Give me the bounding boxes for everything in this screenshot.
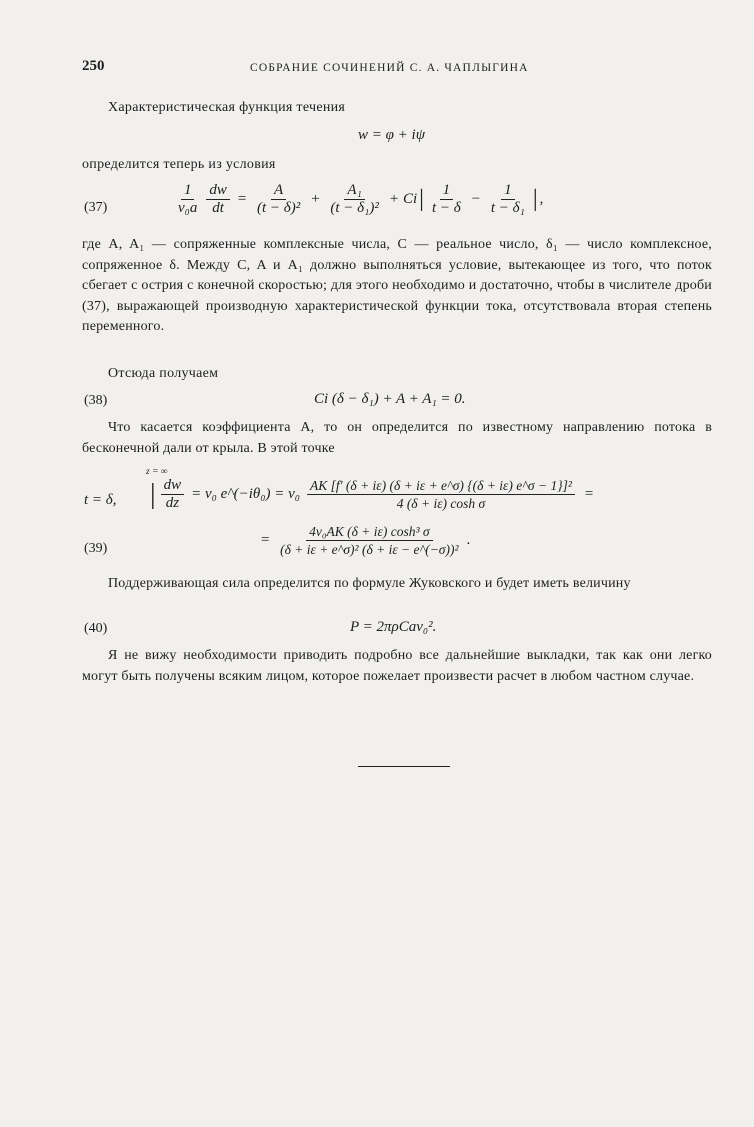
equation-39-line1: | $\frac{dw}{dz}$ = v₀ e^(−iθ₀) = v₀ $\frac{\text{AK [f′ (δ + iε) (δ + iε + e\textasciicircum{}σ) \{(δ + iε) e\textasciicircum{}σ − 1\}]²}}{\text{4 (δ + iε) cosh σ}}$ = (150, 477, 595, 511)
eq39-fraction-second: $\frac{\text{4v₀AK (δ + iε) cosh³ σ}}{\text{(δ + iε + e\textasciicircum{}σ)² (δ + iε − e\textasciicircum{}(−σ))²}}$ (280, 524, 459, 557)
eq37-ci: Ci (402, 191, 418, 207)
eq37-fraction-lhs: $\frac{1}{\text{v₀a}}$ (178, 182, 198, 216)
eq37-fraction-3: $\frac{1}{t - \delta}$ (431, 182, 461, 216)
intro-line: Характеристическая функция течения (108, 100, 346, 115)
eq39-fraction-main: $\frac{\text{AK [f′ (δ + iε) (δ + iε + e\textasciicircum{}σ) \{(δ + iε) e\textasciicircum{}σ − 1\}]²}}{\text{4 (δ + iε) cosh σ}}$ (307, 478, 575, 511)
eq37-fraction-a1: $\frac{\text{A₁}}{\text{(t − δ₁)²}}$ (330, 182, 379, 216)
page-number: 250 (82, 58, 105, 74)
equation-w: w = φ + iψ (358, 127, 426, 143)
equation-37: $\frac{1}{\text{v₀a}}$ $\frac{dw}{dt}$ = $\frac{A}{\text{(t − δ)²}}$ + $\frac{\text{A₁}}{\text{(t − δ₁)²}}$ + Ci | $\frac{1}{t - \delta}$ − $\frac{1}{\text{t − δ₁}}$ | , (172, 183, 543, 216)
paragraph-coefficient: Что касается коэффициента A, то он определится по известному направлению потока в бесконечной дали от крыла. В этой точке (82, 420, 712, 456)
eq37-fraction-a: $\frac{A}{\text{(t − δ)²}}$ (257, 182, 301, 216)
eq39-middle: = v₀ e^(−iθ₀) = v₀ (191, 486, 300, 502)
paragraph-conclusion: Я не вижу необходимости приводить подробно все дальнейшие выкладки, так как они легко могут быть получены всяким лицом, которое пожелает произвести расчет в любом частном случае. (82, 648, 712, 684)
defined-line: определится теперь из условия (82, 157, 276, 172)
equation-37-label: (37) (84, 200, 108, 215)
eq39-limit-label: z = ∞ (146, 467, 168, 477)
eq37-fraction-4: $\frac{1}{\text{t − δ₁}}$ (490, 182, 525, 216)
eq39-fraction-dw: $\frac{dw}{dz}$ (161, 478, 185, 511)
equation-40: P = 2πρCav₀². (350, 619, 437, 635)
equation-38-label: (38) (84, 393, 108, 408)
running-head: СОБРАНИЕ СОЧИНЕНИЙ С. А. ЧАПЛЫГИНА (250, 62, 529, 74)
equation-40-label: (40) (84, 621, 108, 636)
eq39-t-eq: t = δ, (84, 492, 117, 508)
eq37-fraction-dw: $\frac{dw}{dt}$ (206, 183, 230, 216)
paragraph-conditions: где A, A₁ — сопряженные комплексные числа, C — реальное число, δ₁ — число комплексное, сопряженное δ. Между C, A и A₁ должно выполняться условие, вытекающее из того, что поток сбегает с острия с конечной скоростью; для этого необходимо и достаточно, чтобы в числителе дроби (37), выражающей производную характеристической функции тока, отсутствовала вторая степень переменного. (82, 237, 712, 334)
equation-39-line2: = $\frac{\text{4v₀AK (δ + iε) cosh³ σ}}{\text{(δ + iε + e\textasciicircum{}σ)² (δ + iε − e\textasciicircum{}(−σ))²}}$ . (260, 524, 471, 557)
equation-38: Ci (δ − δ₁) + A + A₁ = 0. (314, 391, 466, 407)
hence-line: Отсюда получаем (108, 366, 219, 381)
paragraph-lift-force: Поддерживающая сила определится по формуле Жуковского и будет иметь величину (108, 576, 631, 591)
section-end-rule (358, 766, 450, 767)
equation-39-label: (39) (84, 541, 108, 556)
